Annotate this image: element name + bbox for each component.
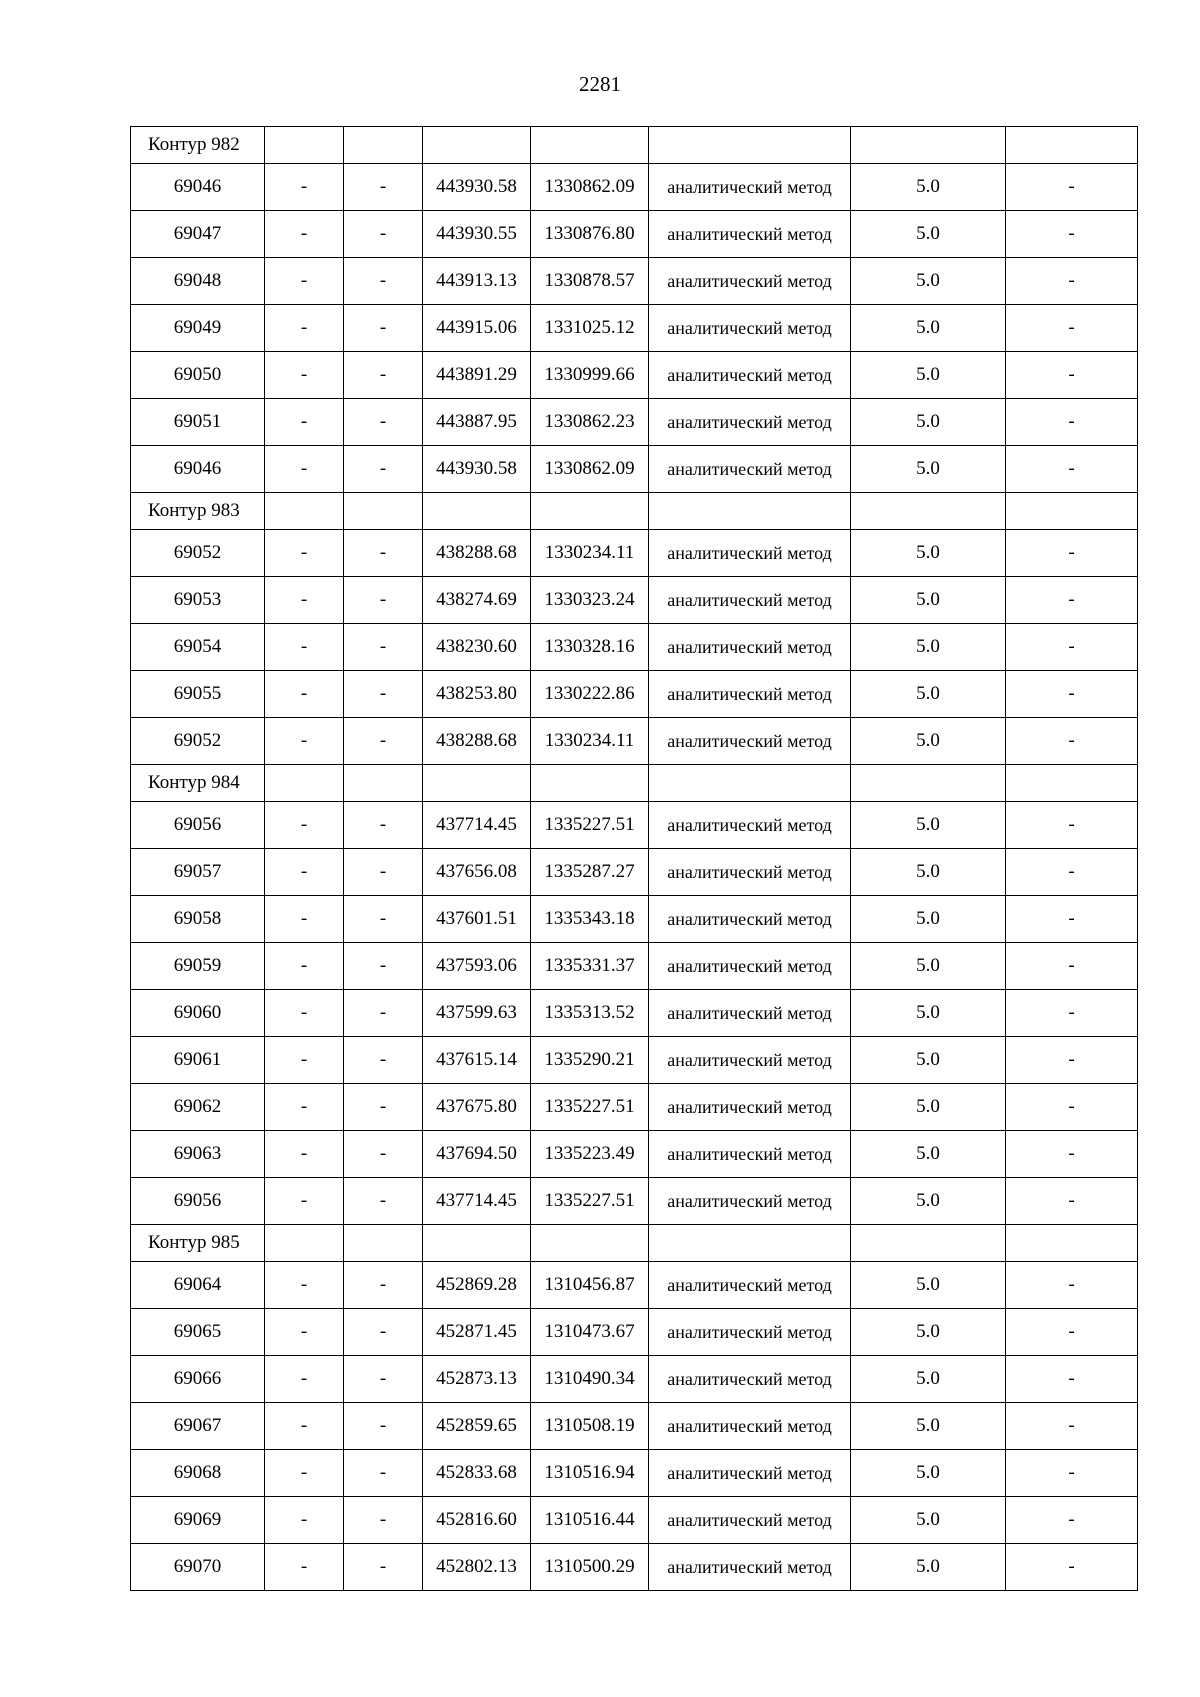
point-number-cell: 69056 bbox=[131, 802, 265, 849]
x-coordinate-cell: 452802.13 bbox=[423, 1544, 531, 1591]
table-row bbox=[131, 352, 1138, 399]
empty-dash-cell: - bbox=[265, 1356, 344, 1403]
method-cell: аналитический метод bbox=[649, 258, 851, 305]
empty-dash-cell: - bbox=[1006, 1037, 1138, 1084]
empty-dash-cell: - bbox=[1006, 446, 1138, 493]
table-row bbox=[131, 164, 1138, 211]
empty-dash-cell: - bbox=[1006, 1356, 1138, 1403]
empty-dash-cell: - bbox=[265, 530, 344, 577]
empty-dash-cell: - bbox=[1006, 896, 1138, 943]
empty-dash-cell: - bbox=[344, 1178, 423, 1225]
table-row bbox=[131, 1403, 1138, 1450]
table-row bbox=[131, 849, 1138, 896]
empty-dash-cell: - bbox=[344, 1544, 423, 1591]
x-coordinate-cell: 443913.13 bbox=[423, 258, 531, 305]
empty-dash-cell: - bbox=[344, 1131, 423, 1178]
table-row bbox=[131, 211, 1138, 258]
accuracy-cell: 5.0 bbox=[851, 164, 1006, 211]
point-number-cell: 69054 bbox=[131, 624, 265, 671]
empty-dash-cell: - bbox=[1006, 849, 1138, 896]
x-coordinate-cell: 452873.13 bbox=[423, 1356, 531, 1403]
x-coordinate-cell: 438274.69 bbox=[423, 577, 531, 624]
empty-dash-cell: - bbox=[1006, 399, 1138, 446]
empty-dash-cell: - bbox=[344, 990, 423, 1037]
empty-dash-cell: - bbox=[344, 399, 423, 446]
table-row bbox=[131, 671, 1138, 718]
x-coordinate-cell: 438230.60 bbox=[423, 624, 531, 671]
point-number-cell: 69052 bbox=[131, 718, 265, 765]
table-row bbox=[131, 1544, 1138, 1591]
empty-dash-cell: - bbox=[1006, 305, 1138, 352]
accuracy-cell: 5.0 bbox=[851, 1131, 1006, 1178]
point-number-cell: 69061 bbox=[131, 1037, 265, 1084]
empty-dash-cell: - bbox=[1006, 1178, 1138, 1225]
method-cell: аналитический метод bbox=[649, 1131, 851, 1178]
y-coordinate-cell: 1330323.24 bbox=[531, 577, 649, 624]
accuracy-cell: 5.0 bbox=[851, 1356, 1006, 1403]
empty-cell bbox=[344, 127, 423, 164]
point-number-cell: 69051 bbox=[131, 399, 265, 446]
y-coordinate-cell: 1330876.80 bbox=[531, 211, 649, 258]
x-coordinate-cell: 443891.29 bbox=[423, 352, 531, 399]
empty-cell bbox=[531, 1225, 649, 1262]
empty-cell bbox=[649, 765, 851, 802]
empty-cell bbox=[1006, 493, 1138, 530]
method-cell: аналитический метод bbox=[649, 1497, 851, 1544]
empty-dash-cell: - bbox=[265, 1450, 344, 1497]
empty-dash-cell: - bbox=[344, 718, 423, 765]
empty-cell bbox=[1006, 765, 1138, 802]
accuracy-cell: 5.0 bbox=[851, 352, 1006, 399]
x-coordinate-cell: 437714.45 bbox=[423, 1178, 531, 1225]
empty-cell bbox=[531, 765, 649, 802]
x-coordinate-cell: 443930.58 bbox=[423, 164, 531, 211]
accuracy-cell: 5.0 bbox=[851, 577, 1006, 624]
empty-cell bbox=[649, 127, 851, 164]
y-coordinate-cell: 1330862.09 bbox=[531, 164, 649, 211]
empty-dash-cell: - bbox=[344, 1450, 423, 1497]
y-coordinate-cell: 1330878.57 bbox=[531, 258, 649, 305]
empty-dash-cell: - bbox=[265, 1309, 344, 1356]
empty-dash-cell: - bbox=[1006, 211, 1138, 258]
contour-header-row bbox=[131, 493, 1138, 530]
empty-dash-cell: - bbox=[265, 1497, 344, 1544]
y-coordinate-cell: 1335227.51 bbox=[531, 1084, 649, 1131]
empty-dash-cell: - bbox=[344, 1084, 423, 1131]
y-coordinate-cell: 1335223.49 bbox=[531, 1131, 649, 1178]
accuracy-cell: 5.0 bbox=[851, 305, 1006, 352]
x-coordinate-cell: 437615.14 bbox=[423, 1037, 531, 1084]
empty-dash-cell: - bbox=[265, 718, 344, 765]
y-coordinate-cell: 1335227.51 bbox=[531, 1178, 649, 1225]
accuracy-cell: 5.0 bbox=[851, 943, 1006, 990]
point-number-cell: 69067 bbox=[131, 1403, 265, 1450]
point-number-cell: 69058 bbox=[131, 896, 265, 943]
table-row bbox=[131, 990, 1138, 1037]
y-coordinate-cell: 1335343.18 bbox=[531, 896, 649, 943]
empty-dash-cell: - bbox=[265, 1262, 344, 1309]
empty-dash-cell: - bbox=[1006, 1403, 1138, 1450]
empty-dash-cell: - bbox=[265, 849, 344, 896]
point-number-cell: 69057 bbox=[131, 849, 265, 896]
x-coordinate-cell: 443930.58 bbox=[423, 446, 531, 493]
y-coordinate-cell: 1310508.19 bbox=[531, 1403, 649, 1450]
accuracy-cell: 5.0 bbox=[851, 530, 1006, 577]
point-number-cell: 69052 bbox=[131, 530, 265, 577]
empty-dash-cell: - bbox=[344, 1356, 423, 1403]
empty-dash-cell: - bbox=[1006, 802, 1138, 849]
accuracy-cell: 5.0 bbox=[851, 1178, 1006, 1225]
y-coordinate-cell: 1335331.37 bbox=[531, 943, 649, 990]
y-coordinate-cell: 1310473.67 bbox=[531, 1309, 649, 1356]
accuracy-cell: 5.0 bbox=[851, 718, 1006, 765]
empty-dash-cell: - bbox=[344, 305, 423, 352]
contour-header-row bbox=[131, 127, 1138, 164]
empty-cell bbox=[265, 493, 344, 530]
page-number: 2281 bbox=[579, 72, 621, 96]
point-number-cell: 69046 bbox=[131, 446, 265, 493]
point-number-cell: 69063 bbox=[131, 1131, 265, 1178]
method-cell: аналитический метод bbox=[649, 1178, 851, 1225]
empty-dash-cell: - bbox=[344, 1262, 423, 1309]
accuracy-cell: 5.0 bbox=[851, 1403, 1006, 1450]
contour-label: Контур 983 bbox=[131, 493, 265, 530]
method-cell: аналитический метод bbox=[649, 1403, 851, 1450]
table-row bbox=[131, 1084, 1138, 1131]
y-coordinate-cell: 1330222.86 bbox=[531, 671, 649, 718]
table-row bbox=[131, 1497, 1138, 1544]
accuracy-cell: 5.0 bbox=[851, 1497, 1006, 1544]
y-coordinate-cell: 1310516.94 bbox=[531, 1450, 649, 1497]
contour-label: Контур 985 bbox=[131, 1225, 265, 1262]
table-row bbox=[131, 1037, 1138, 1084]
x-coordinate-cell: 443887.95 bbox=[423, 399, 531, 446]
x-coordinate-cell: 452859.65 bbox=[423, 1403, 531, 1450]
table-body bbox=[131, 127, 1138, 1591]
empty-dash-cell: - bbox=[1006, 352, 1138, 399]
y-coordinate-cell: 1330999.66 bbox=[531, 352, 649, 399]
point-number-cell: 69047 bbox=[131, 211, 265, 258]
empty-cell bbox=[1006, 127, 1138, 164]
empty-dash-cell: - bbox=[265, 352, 344, 399]
empty-cell bbox=[344, 493, 423, 530]
point-number-cell: 69053 bbox=[131, 577, 265, 624]
x-coordinate-cell: 443915.06 bbox=[423, 305, 531, 352]
empty-dash-cell: - bbox=[1006, 1497, 1138, 1544]
empty-dash-cell: - bbox=[1006, 1131, 1138, 1178]
empty-cell bbox=[1006, 1225, 1138, 1262]
point-number-cell: 69068 bbox=[131, 1450, 265, 1497]
empty-dash-cell: - bbox=[265, 577, 344, 624]
y-coordinate-cell: 1330862.09 bbox=[531, 446, 649, 493]
method-cell: аналитический метод bbox=[649, 1450, 851, 1497]
empty-dash-cell: - bbox=[344, 446, 423, 493]
x-coordinate-cell: 437656.08 bbox=[423, 849, 531, 896]
empty-dash-cell: - bbox=[1006, 1309, 1138, 1356]
method-cell: аналитический метод bbox=[649, 990, 851, 1037]
method-cell: аналитический метод bbox=[649, 1544, 851, 1591]
point-number-cell: 69064 bbox=[131, 1262, 265, 1309]
empty-dash-cell: - bbox=[1006, 1262, 1138, 1309]
method-cell: аналитический метод bbox=[649, 896, 851, 943]
empty-cell bbox=[423, 765, 531, 802]
empty-dash-cell: - bbox=[1006, 1450, 1138, 1497]
method-cell: аналитический метод bbox=[649, 671, 851, 718]
accuracy-cell: 5.0 bbox=[851, 671, 1006, 718]
method-cell: аналитический метод bbox=[649, 1084, 851, 1131]
empty-dash-cell: - bbox=[344, 1037, 423, 1084]
x-coordinate-cell: 452816.60 bbox=[423, 1497, 531, 1544]
empty-dash-cell: - bbox=[344, 258, 423, 305]
accuracy-cell: 5.0 bbox=[851, 1037, 1006, 1084]
table-row bbox=[131, 896, 1138, 943]
empty-dash-cell: - bbox=[265, 943, 344, 990]
x-coordinate-cell: 437601.51 bbox=[423, 896, 531, 943]
y-coordinate-cell: 1330234.11 bbox=[531, 530, 649, 577]
y-coordinate-cell: 1335287.27 bbox=[531, 849, 649, 896]
accuracy-cell: 5.0 bbox=[851, 1262, 1006, 1309]
table-row bbox=[131, 1356, 1138, 1403]
empty-dash-cell: - bbox=[1006, 164, 1138, 211]
empty-cell bbox=[265, 127, 344, 164]
method-cell: аналитический метод bbox=[649, 577, 851, 624]
point-number-cell: 69060 bbox=[131, 990, 265, 1037]
empty-dash-cell: - bbox=[265, 211, 344, 258]
empty-dash-cell: - bbox=[1006, 1544, 1138, 1591]
accuracy-cell: 5.0 bbox=[851, 211, 1006, 258]
table-row bbox=[131, 305, 1138, 352]
empty-dash-cell: - bbox=[265, 896, 344, 943]
point-number-cell: 69069 bbox=[131, 1497, 265, 1544]
table-row bbox=[131, 802, 1138, 849]
point-number-cell: 69046 bbox=[131, 164, 265, 211]
empty-dash-cell: - bbox=[1006, 624, 1138, 671]
method-cell: аналитический метод bbox=[649, 718, 851, 765]
empty-dash-cell: - bbox=[265, 399, 344, 446]
table-row bbox=[131, 1262, 1138, 1309]
empty-dash-cell: - bbox=[265, 1037, 344, 1084]
empty-dash-cell: - bbox=[265, 258, 344, 305]
method-cell: аналитический метод bbox=[649, 530, 851, 577]
empty-dash-cell: - bbox=[265, 1131, 344, 1178]
method-cell: аналитический метод bbox=[649, 164, 851, 211]
y-coordinate-cell: 1310490.34 bbox=[531, 1356, 649, 1403]
x-coordinate-cell: 437675.80 bbox=[423, 1084, 531, 1131]
method-cell: аналитический метод bbox=[649, 211, 851, 258]
y-coordinate-cell: 1335227.51 bbox=[531, 802, 649, 849]
empty-dash-cell: - bbox=[1006, 530, 1138, 577]
y-coordinate-cell: 1330862.23 bbox=[531, 399, 649, 446]
accuracy-cell: 5.0 bbox=[851, 258, 1006, 305]
point-number-cell: 69055 bbox=[131, 671, 265, 718]
point-number-cell: 69048 bbox=[131, 258, 265, 305]
table-row bbox=[131, 1178, 1138, 1225]
empty-cell bbox=[423, 127, 531, 164]
empty-dash-cell: - bbox=[344, 164, 423, 211]
empty-cell bbox=[265, 1225, 344, 1262]
table-row bbox=[131, 258, 1138, 305]
table-row bbox=[131, 530, 1138, 577]
empty-dash-cell: - bbox=[265, 1544, 344, 1591]
x-coordinate-cell: 452833.68 bbox=[423, 1450, 531, 1497]
accuracy-cell: 5.0 bbox=[851, 1309, 1006, 1356]
contour-header-row bbox=[131, 1225, 1138, 1262]
point-number-cell: 69049 bbox=[131, 305, 265, 352]
empty-dash-cell: - bbox=[265, 1084, 344, 1131]
method-cell: аналитический метод bbox=[649, 1309, 851, 1356]
point-number-cell: 69066 bbox=[131, 1356, 265, 1403]
y-coordinate-cell: 1310456.87 bbox=[531, 1262, 649, 1309]
y-coordinate-cell: 1310516.44 bbox=[531, 1497, 649, 1544]
method-cell: аналитический метод bbox=[649, 624, 851, 671]
empty-cell bbox=[851, 493, 1006, 530]
accuracy-cell: 5.0 bbox=[851, 1084, 1006, 1131]
empty-cell bbox=[423, 1225, 531, 1262]
empty-dash-cell: - bbox=[1006, 718, 1138, 765]
method-cell: аналитический метод bbox=[649, 305, 851, 352]
empty-cell bbox=[649, 493, 851, 530]
contour-label: Контур 982 bbox=[131, 127, 265, 164]
empty-dash-cell: - bbox=[344, 943, 423, 990]
point-number-cell: 69056 bbox=[131, 1178, 265, 1225]
table-row bbox=[131, 624, 1138, 671]
empty-dash-cell: - bbox=[1006, 943, 1138, 990]
x-coordinate-cell: 437714.45 bbox=[423, 802, 531, 849]
empty-cell bbox=[851, 765, 1006, 802]
accuracy-cell: 5.0 bbox=[851, 802, 1006, 849]
empty-dash-cell: - bbox=[344, 896, 423, 943]
empty-dash-cell: - bbox=[344, 352, 423, 399]
y-coordinate-cell: 1335313.52 bbox=[531, 990, 649, 1037]
empty-cell bbox=[344, 1225, 423, 1262]
x-coordinate-cell: 438288.68 bbox=[423, 530, 531, 577]
x-coordinate-cell: 437599.63 bbox=[423, 990, 531, 1037]
empty-dash-cell: - bbox=[344, 577, 423, 624]
y-coordinate-cell: 1330234.11 bbox=[531, 718, 649, 765]
empty-cell bbox=[265, 765, 344, 802]
contour-label: Контур 984 bbox=[131, 765, 265, 802]
empty-dash-cell: - bbox=[265, 990, 344, 1037]
table-row bbox=[131, 577, 1138, 624]
empty-dash-cell: - bbox=[265, 1403, 344, 1450]
x-coordinate-cell: 452871.45 bbox=[423, 1309, 531, 1356]
table-row bbox=[131, 399, 1138, 446]
empty-dash-cell: - bbox=[1006, 671, 1138, 718]
point-number-cell: 69050 bbox=[131, 352, 265, 399]
empty-dash-cell: - bbox=[265, 802, 344, 849]
empty-dash-cell: - bbox=[1006, 577, 1138, 624]
table-row bbox=[131, 1450, 1138, 1497]
empty-cell bbox=[851, 127, 1006, 164]
empty-dash-cell: - bbox=[344, 1403, 423, 1450]
table-row bbox=[131, 446, 1138, 493]
point-number-cell: 69062 bbox=[131, 1084, 265, 1131]
empty-dash-cell: - bbox=[265, 446, 344, 493]
empty-cell bbox=[649, 1225, 851, 1262]
empty-cell bbox=[344, 765, 423, 802]
empty-dash-cell: - bbox=[344, 802, 423, 849]
empty-dash-cell: - bbox=[344, 1497, 423, 1544]
x-coordinate-cell: 437593.06 bbox=[423, 943, 531, 990]
method-cell: аналитический метод bbox=[649, 446, 851, 493]
y-coordinate-cell: 1331025.12 bbox=[531, 305, 649, 352]
y-coordinate-cell: 1335290.21 bbox=[531, 1037, 649, 1084]
point-number-cell: 69065 bbox=[131, 1309, 265, 1356]
accuracy-cell: 5.0 bbox=[851, 1544, 1006, 1591]
empty-dash-cell: - bbox=[344, 211, 423, 258]
accuracy-cell: 5.0 bbox=[851, 896, 1006, 943]
empty-dash-cell: - bbox=[1006, 990, 1138, 1037]
method-cell: аналитический метод bbox=[649, 1356, 851, 1403]
accuracy-cell: 5.0 bbox=[851, 1450, 1006, 1497]
table-row bbox=[131, 943, 1138, 990]
empty-dash-cell: - bbox=[1006, 258, 1138, 305]
empty-dash-cell: - bbox=[265, 671, 344, 718]
contour-header-row bbox=[131, 765, 1138, 802]
method-cell: аналитический метод bbox=[649, 943, 851, 990]
empty-cell bbox=[423, 493, 531, 530]
coordinates-table bbox=[130, 126, 1138, 1591]
x-coordinate-cell: 437694.50 bbox=[423, 1131, 531, 1178]
accuracy-cell: 5.0 bbox=[851, 624, 1006, 671]
empty-dash-cell: - bbox=[265, 1178, 344, 1225]
empty-dash-cell: - bbox=[344, 624, 423, 671]
method-cell: аналитический метод bbox=[649, 352, 851, 399]
table-row bbox=[131, 718, 1138, 765]
empty-dash-cell: - bbox=[1006, 1084, 1138, 1131]
accuracy-cell: 5.0 bbox=[851, 849, 1006, 896]
empty-cell bbox=[531, 127, 649, 164]
empty-dash-cell: - bbox=[344, 849, 423, 896]
method-cell: аналитический метод bbox=[649, 1262, 851, 1309]
table-row bbox=[131, 1131, 1138, 1178]
x-coordinate-cell: 438288.68 bbox=[423, 718, 531, 765]
x-coordinate-cell: 438253.80 bbox=[423, 671, 531, 718]
empty-dash-cell: - bbox=[344, 530, 423, 577]
empty-dash-cell: - bbox=[344, 1309, 423, 1356]
empty-dash-cell: - bbox=[265, 305, 344, 352]
accuracy-cell: 5.0 bbox=[851, 399, 1006, 446]
x-coordinate-cell: 452869.28 bbox=[423, 1262, 531, 1309]
method-cell: аналитический метод bbox=[649, 802, 851, 849]
point-number-cell: 69070 bbox=[131, 1544, 265, 1591]
accuracy-cell: 5.0 bbox=[851, 990, 1006, 1037]
empty-dash-cell: - bbox=[344, 671, 423, 718]
y-coordinate-cell: 1310500.29 bbox=[531, 1544, 649, 1591]
empty-cell bbox=[851, 1225, 1006, 1262]
point-number-cell: 69059 bbox=[131, 943, 265, 990]
method-cell: аналитический метод bbox=[649, 849, 851, 896]
y-coordinate-cell: 1330328.16 bbox=[531, 624, 649, 671]
method-cell: аналитический метод bbox=[649, 399, 851, 446]
accuracy-cell: 5.0 bbox=[851, 446, 1006, 493]
empty-dash-cell: - bbox=[265, 624, 344, 671]
method-cell: аналитический метод bbox=[649, 1037, 851, 1084]
table-row bbox=[131, 1309, 1138, 1356]
x-coordinate-cell: 443930.55 bbox=[423, 211, 531, 258]
empty-dash-cell: - bbox=[265, 164, 344, 211]
empty-cell bbox=[531, 493, 649, 530]
